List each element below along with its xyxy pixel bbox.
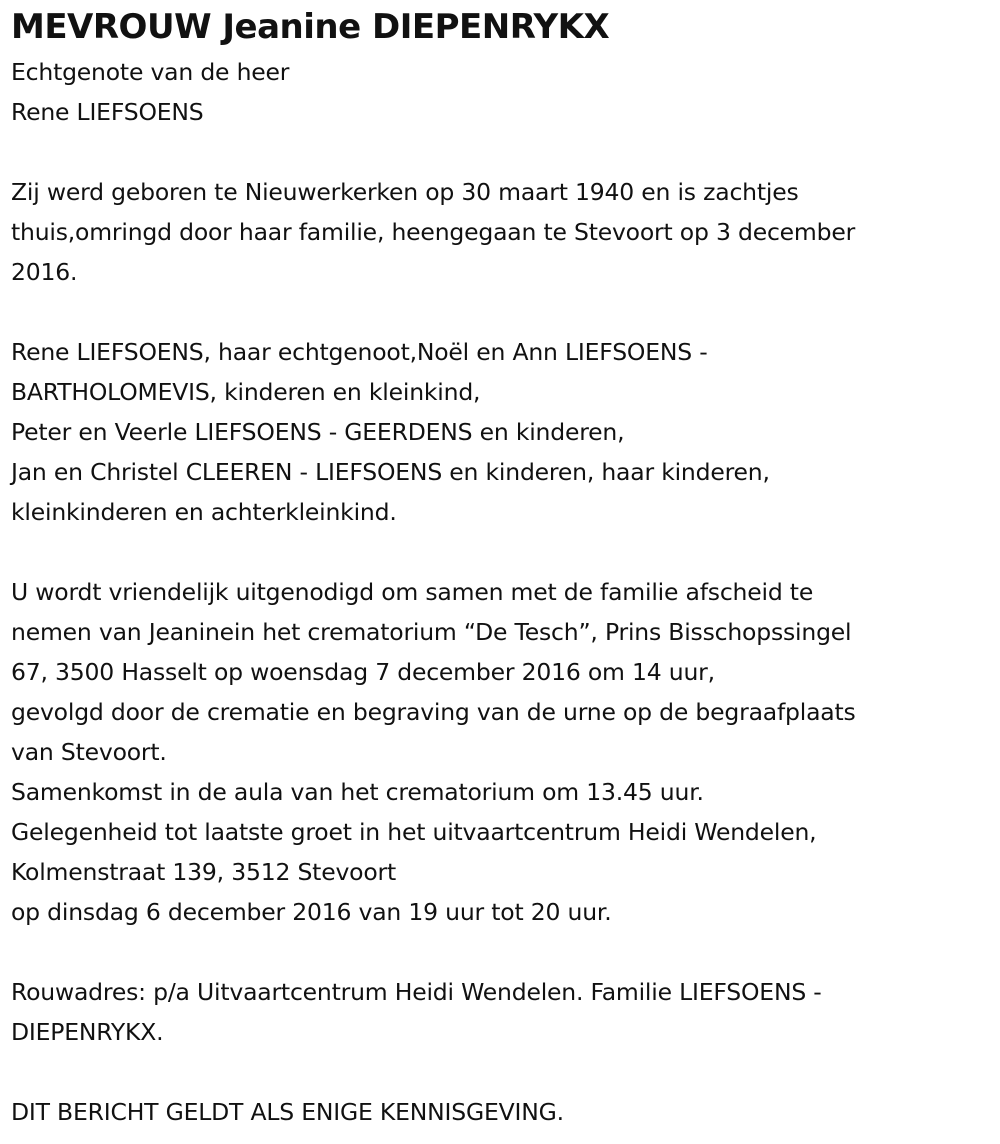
spacer: [11, 132, 996, 172]
paragraph-line: gevolgd door de crematie en begraving van de urne op de begraafplaats: [11, 698, 856, 726]
paragraph-line: Rene LIEFSOENS, haar echtgenoot,Noël en Ann LIEFSOENS -: [11, 338, 708, 366]
paragraph-line: U wordt vriendelijk uitgenodigd om samen met de familie afscheid te: [11, 578, 814, 606]
notice-title: MEVROUW Jeanine DIEPENRYKX: [11, 7, 610, 47]
paragraph-line: Kolmenstraat 139, 3512 Stevoort: [11, 858, 396, 886]
paragraph-line: Jan en Christel CLEEREN - LIEFSOENS en kinderen, haar kinderen,: [11, 458, 770, 486]
closing-line: DIT BERICHT GELDT ALS ENIGE KENNISGEVING.: [11, 1098, 564, 1126]
paragraph-line: Peter en Veerle LIEFSOENS - GEERDENS en kinderen,: [11, 418, 625, 446]
spacer: [11, 1052, 996, 1092]
paragraph-line: 67, 3500 Hasselt op woensdag 7 december 2016 om 14 uur,: [11, 658, 715, 686]
paragraph-line: kleinkinderen en achterkleinkind.: [11, 498, 397, 526]
ceremony-section: [11, 572, 996, 932]
obituary-notice: [11, 0, 996, 1132]
address-section: [11, 972, 996, 1052]
spouse-line: Echtgenote van de heer: [11, 58, 290, 86]
spacer: [11, 932, 996, 972]
paragraph-line: thuis,omringd door haar familie, heengegaan te Stevoort op 3 december: [11, 218, 856, 246]
paragraph-line: Rouwadres: p/a Uitvaartcentrum Heidi Wendelen. Familie LIEFSOENS -: [11, 978, 822, 1006]
paragraph-line: nemen van Jeaninein het crematorium “De Tesch”, Prins Bisschopssingel: [11, 618, 852, 646]
paragraph-line: Samenkomst in de aula van het crematorium om 13.45 uur.: [11, 778, 704, 806]
paragraph-line: 2016.: [11, 258, 78, 286]
spouse-section: [11, 52, 996, 132]
paragraph-line: BARTHOLOMEVIS, kinderen en kleinkind,: [11, 378, 481, 406]
closing-section: [11, 1092, 996, 1132]
spacer: [11, 532, 996, 572]
paragraph-line: op dinsdag 6 december 2016 van 19 uur tot 20 uur.: [11, 898, 612, 926]
spacer: [11, 292, 996, 332]
paragraph-line: DIEPENRYKX.: [11, 1018, 164, 1046]
family-section: [11, 332, 996, 532]
paragraph-line: Gelegenheid tot laatste groet in het uitvaartcentrum Heidi Wendelen,: [11, 818, 817, 846]
spouse-name-line: Rene LIEFSOENS: [11, 98, 204, 126]
paragraph-line: Zij werd geboren te Nieuwerkerken op 30 maart 1940 en is zachtjes: [11, 178, 799, 206]
birth-section: [11, 172, 996, 292]
paragraph-line: van Stevoort.: [11, 738, 167, 766]
